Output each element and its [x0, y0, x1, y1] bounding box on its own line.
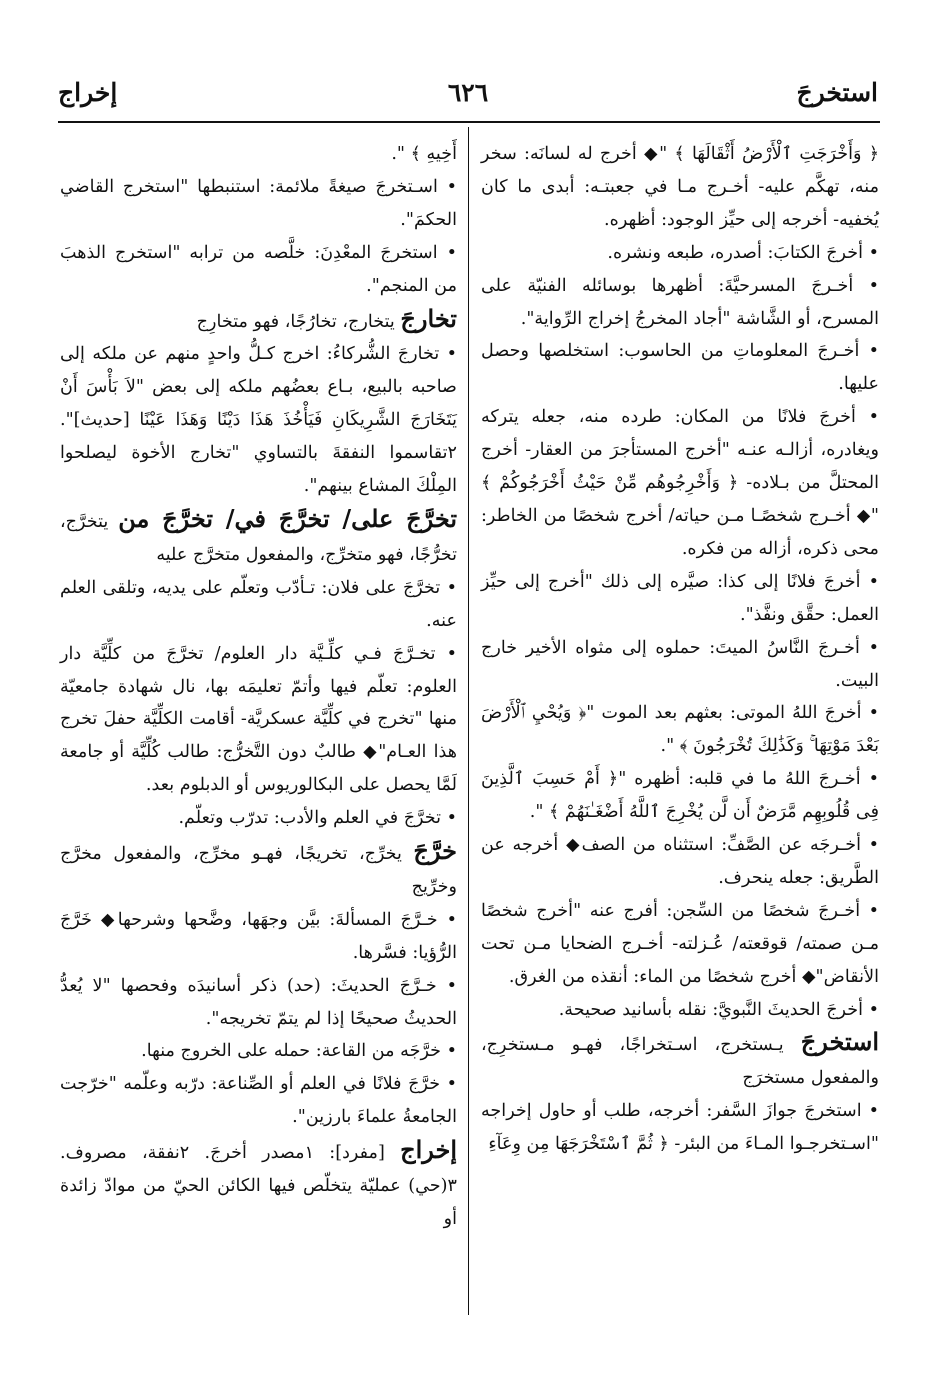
definition-entry: • أخـرجَ المعلوماتِ من الحاسوب: استخلصها وحصل عليها. [481, 341, 879, 395]
headword-conjugation: يـستخرج، اسـتخراجًا، فهـو مـستخرِج، والمفعول مستخرَج [481, 1035, 879, 1089]
header-rule [58, 121, 880, 123]
headword-conjugation: يتخرَّج، تخرُّجًا، فهو متخرِّج، والمفعول متخرَّج عليه [60, 511, 457, 565]
definition-entry: ﴿ وَأَخْرَجَتِ ٱلْأَرْضُ أَثْقَالَهَا ﴾ "◆ أخرج له لسانَه: سخر منه، تهكَّم عليه- أخـرج مـا في جعبتـه: أبدى ما كان يُخفيه- أخرجه إلى حيِّز الوجود: أظهره. [481, 144, 879, 230]
definition-entry: أَخِيهِ ﴾ ". [391, 144, 457, 164]
definition-entry: • أخـرجَه عن الصَّفِّ: استثناه من الصف◆ أخرجه عن الطَّريق: جعله ينحرف. [481, 835, 879, 888]
definition-entry: • أخرجَ الحديثَ النَّبويَّ: نقله بأسانيد صحيحة. [558, 999, 879, 1020]
right-column [481, 138, 879, 1161]
headword-entry [60, 1134, 457, 1236]
headword-conjugation: [مفرد]: ١مصدر أخرجَ. ٢نفقة، مصروف. ٣(حي) عمليّة يتخلّص فيها الكائن الحيّ من موادّ زائدة أو [60, 1143, 457, 1229]
headword-conjugation: يخرِّج، تخريجًا، فهـو مخرِّج، والمفعول مخرَّج وخرِّيج [60, 844, 457, 897]
headword-entry [60, 503, 457, 572]
page-header [58, 78, 878, 118]
headword: إخراج [400, 1135, 457, 1165]
definition-entry: • أخـرجَ شخصًا من السِّجن: أفرج عنه "أخرج شخصًا مـن صمته/ قوقعته/ عُـزلته- أخـرج الضحايا مـن تحت الأنقاض"◆ أخرج شخصًا من الماء: أنقذه من الغرق. [481, 900, 879, 987]
definition-entry: • خرَّجَ فلانًا في العلم أو الصِّناعة: درّبه وعلّمه "خرّجت الجامعةُ علماءَ بارزين". [60, 1074, 457, 1128]
headword: تخرَّجَ على/ تخرَّجَ في/ تخرَّجَ من [118, 503, 458, 533]
definition-entry: • استخرجَ المعْدِنَ: خلَّصه من ترابه "استخرج الذهبَ من المنجم". [60, 242, 457, 296]
headword-entry [60, 835, 457, 904]
definition-entry: • تخرَّجَ في العلم والأدب: تدرّب وتعلّم. [178, 808, 457, 829]
headword: استخرجَ [800, 1027, 879, 1057]
definition-entry: • أخـرجَ المسرحيَّةَ: أظهرها بوسائله الفنيّة على المسرح، أو الشَّاشة "أجاد المخرجُ إخراج الرِّواية". [481, 275, 879, 329]
definition-entry: • أخـرجَ النَّاسُ الميتَ: حملوه إلى مثواه الأخير خارج البيت. [481, 637, 879, 691]
definition-entry: • خرَّجَه من القاعة: حمله على الخروج منها. [141, 1041, 457, 1062]
headword-entry [481, 1026, 879, 1095]
definition-entry: • خـرَّجَ المسألةَ: بيَّن وجهَها، وضَّحها وشرحها◆ خَرَّجَ الرُّؤيا: فسَّرها. [60, 909, 457, 963]
definition-entry: • أخرجَ اللهُ الموتى: بعثهم بعد الموت "﴿ وَيُحْيِ ٱلْأَرْضَ بَعْدَ مَوْتِهَا ۚ وَكَذَٰلِكَ تُخْرَجُونَ ﴾ ". [481, 703, 879, 757]
headword-entry [60, 303, 457, 339]
definition-entry: • أخرجَ فلانًا من المكان: طرده منه، جعله يتركه ويغادره، أزالـه عنـه "أخرج المستأجرَ من العقار- أخرج المحتلَّ من بـلاده- ﴿ وَأَخْرِجُوهُم مِّنْ حَيْثُ أَخْرَجُوكُمْ ﴾ "◆ أخـرج شخصًـا مـن حياته/ أخرج شخصًا من الخاطر: محى ذكره، أزاله من فكره. [481, 407, 879, 559]
left-column [60, 138, 457, 1236]
column-separator [468, 127, 469, 1315]
definition-entry: • تخرَّجَ على فلان: تـأدّب وتعلّم على يديه، وتلقى العلم عنه. [60, 577, 457, 631]
headword-conjugation: يتخارج، تخارُجًا، فهو متخارِج [196, 311, 395, 332]
definition-entry: • خـرَّجَ الحديثَ: (حد) ذكر أسانيدَه وفحصها "لا يُعدُّ الحديثُ صحيحًا إذا لم يتمّ تخريجه". [60, 975, 457, 1029]
definition-entry: • استخرجَ جوازَ السَّفر: أخرجه، طلب أو حاول إخراجه "اسـتخرجـوا المـاءَ من البئر- ﴿ ثُمَّ ٱسْتَخْرَجَهَا مِن وِعَآءِ [481, 1101, 879, 1155]
definition-entry: • اسـتخرجَ صيغةً ملائمة: استنبطها "استخرج القاضي الحكمَ". [60, 176, 457, 230]
headword: خرَّجَ [413, 836, 457, 866]
headword: تخارجَ [400, 303, 457, 333]
header-guide-word-left: إخراج [58, 78, 118, 107]
definition-entry: • أخرجَ الكتابَ: أصدره، طبعه ونشره. [607, 242, 879, 263]
definition-entry: • تخـرَّجَ فـي كلِّـيَّة دار العلوم/ تخرَّجَ من كلِّيَّة دار العلوم: تعلّم فيها وأتمّ تعليمَه بها، نال شهادة جامعيّة منها "تخرج في كلِّيَّة عسكريَّة- أقامت الكلِّيَّة حفلَ تخرج هذا العـام"◆ طالبٌ دون التَّخرُّج: طالب كُلِّيَّة أو جامعة لَمَّا يحصل على البكالوريوس أو الدبلوم بعد. [60, 643, 457, 796]
definition-entry: • تخارجَ الشُّركاءُ: اخرج كـلُّ واحدٍ منهم عن ملكه إلى صاحبه بالبيع، بـاع بعضُهم ملكه إلى بعض "لاَ بَأْسَ أَنْ يَتَخَارَجَ الشَّرِيكَانِ فَيَأْخُذَ هَذَا دَيْنًا وَهَذَا عَيْنًا [حديث]". ٢تقاسموا النفقةَ بالتساوي "تخارج الأخوة ليصلحوا المِلْكَ المشاع بينهم". [60, 344, 457, 497]
header-guide-word-right: استخرجَ [796, 78, 878, 107]
definition-entry: • أخرجَ فلانًا إلى كذا: صيَّره إلى ذلك "أخرج إلى حيِّز العمل: حقَّق ونفَّذ". [481, 571, 879, 625]
page-number: ٦٢٦ [447, 78, 489, 107]
definition-entry: • أخـرجَ اللهُ ما في قلبه: أظهره "﴿ أَمْ حَسِبَ ٱلَّذِينَ فِى قُلُوبِهِم مَّرَضٌ أَن لَّن يُخْرِجَ ٱللَّهُ أَضْغَـٰنَهُمْ ﴾ ". [481, 769, 879, 823]
